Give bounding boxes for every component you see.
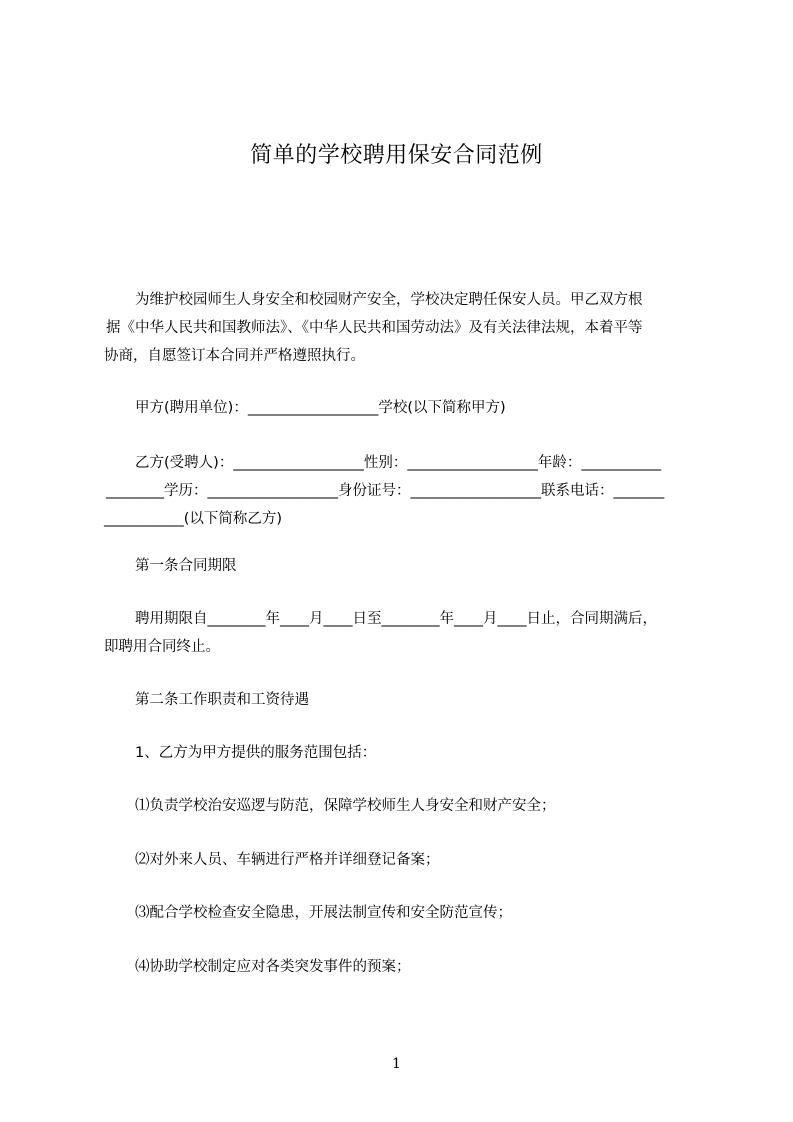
document-title: 简单的学校聘用保安合同范例 [250, 143, 543, 168]
intro-line-1: 为维护校园师生人身安全和校园财产安全，学校决定聘任保安人员。甲乙双方根 [135, 292, 643, 308]
article-1-heading: 第一条合同期限 [135, 558, 237, 574]
party-a-paragraph [104, 394, 716, 422]
duty-item-block-1 [104, 792, 716, 820]
contract-term-line-1: 聘用期限自________年____月____日至________年____月____日止，合同期满后， [135, 611, 657, 627]
intro-line-2: 据《中华人民共和国教师法》、《中华人民共和国劳动法》及有关法律法规，本着平等 [106, 320, 643, 336]
article-2-heading: 第二条工作职责和工资待遇 [135, 692, 309, 708]
party-b-line-3: ___________(以下简称乙方) [104, 511, 283, 527]
duty-item-1: ⑴负责学校治安巡逻与防范，保障学校师生人身安全和财产安全； [135, 798, 556, 814]
duty-item-block-2 [104, 846, 716, 874]
contract-term-line-2: 即聘用合同终止。 [104, 639, 220, 655]
party-b-line-2: ________学历：__________________身份证号：__________________联系电话：_______ [106, 483, 665, 499]
duty-item-block-3 [104, 899, 716, 927]
page-number: 1 [392, 1056, 401, 1072]
article-2-heading-block [104, 686, 716, 714]
party-a-line: 甲方(聘用单位)：__________________学校(以下简称甲方) [135, 400, 506, 416]
intro-line-3: 协商，自愿签订本合同并严格遵照执行。 [104, 348, 365, 364]
duty-item-4: ⑷协助学校制定应对各类突发事件的预案； [135, 959, 411, 975]
article-1-heading-block [104, 552, 716, 580]
duty-item-block-4 [104, 953, 716, 981]
duty-item-3: ⑶配合学校检查安全隐患，开展法制宣传和安全防范宣传； [135, 905, 512, 921]
party-b-line-1: 乙方(受聘人)：__________________性别：__________________年龄：___________ [135, 455, 662, 471]
contract-term-paragraph [104, 605, 716, 661]
service-scope-block [104, 739, 716, 767]
intro-paragraph [104, 286, 716, 370]
duty-item-2: ⑵对外来人员、车辆进行严格并详细登记备案； [135, 852, 440, 868]
party-b-paragraph [104, 449, 716, 533]
service-scope-intro: 1、乙方为甲方提供的服务范围包括： [135, 745, 377, 761]
